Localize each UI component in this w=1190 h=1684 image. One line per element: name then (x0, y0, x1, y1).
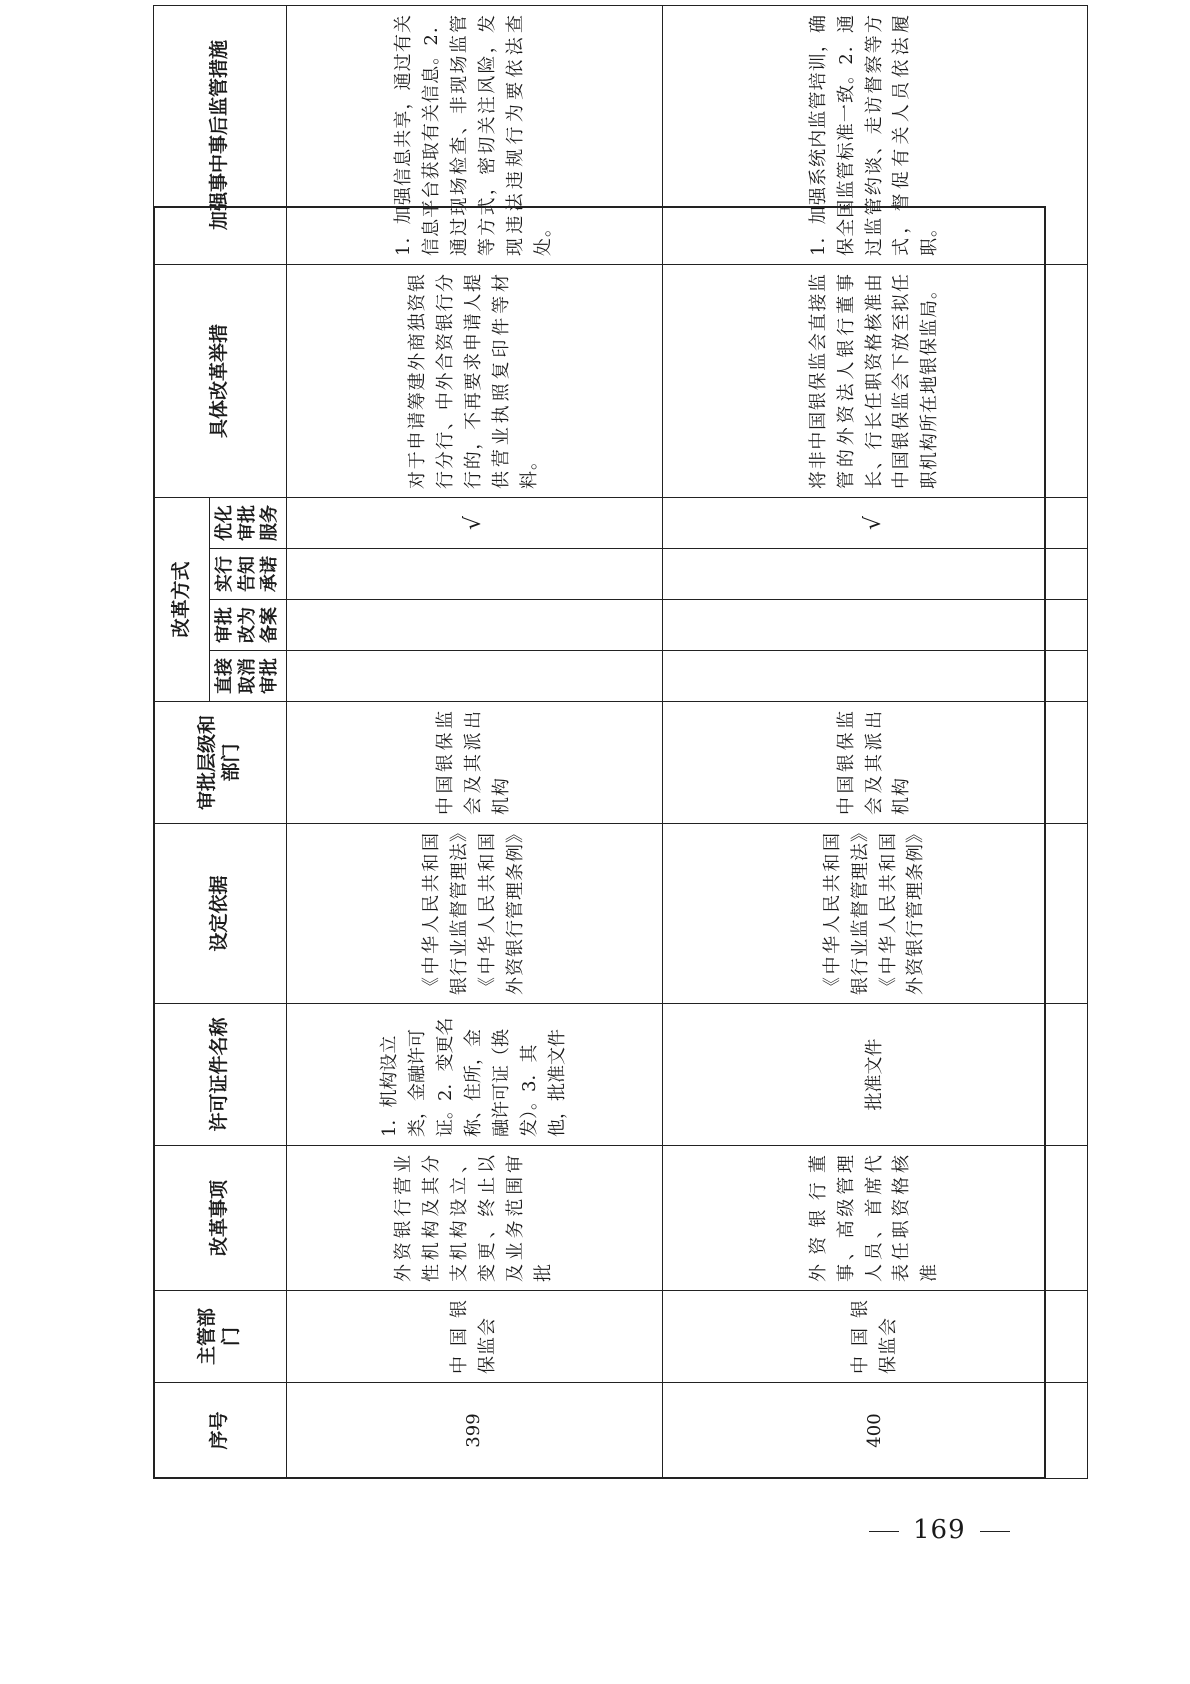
reform-table (153, 5, 1088, 1479)
header-license: 许可证件名称 (154, 1004, 287, 1146)
header-basis: 设定依据 (154, 824, 287, 1004)
rotated-table-container (153, 13, 1046, 1479)
cell-license: 1．机构设立类，金融许可证。2．变更名称、住所，金融许可证（换发）。3．其他，批准文件 (286, 1004, 662, 1146)
table-row (286, 5, 662, 1478)
cell-item: 外资银行营业性机构及其分支机构设立、变更、终止以及业务范围审批 (286, 1146, 662, 1291)
header-mode-cancel: 直接取消审批 (210, 651, 287, 702)
cell-mode-cancel (662, 651, 1087, 702)
cell-mode-filing (662, 600, 1087, 651)
cell-measures: 将非中国银保监会直接监管的外资法人银行董事长、行长任职资格核准由中国银保监会下放至拟任职机构所在地银保监局。 (662, 264, 1087, 497)
cell-mode-notify (662, 549, 1087, 600)
cell-dept: 中国银保监会 (286, 1291, 662, 1383)
header-mode-notify: 实行告知承诺 (210, 549, 287, 600)
cell-supervision: 1．加强系统内监管培训，确保全国监管标准一致。2．通过监管约谈、走访督察等方式，督促有关人员依法履职。 (662, 5, 1087, 264)
header-measures: 具体改革举措 (154, 264, 287, 497)
cell-mode-filing (286, 600, 662, 651)
header-dept: 主管部门 (154, 1291, 287, 1383)
cell-dept: 中国银保监会 (662, 1291, 1087, 1383)
header-mode-optimize: 优化审批服务 (210, 497, 287, 548)
header-mode-filing: 审批改为备案 (210, 600, 287, 651)
cell-mode-optimize-check: √ (662, 497, 1087, 548)
cell-mode-notify (286, 549, 662, 600)
cell-basis: 《中华人民共和国银行业监督管理法》《中华人民共和国外资银行管理条例》 (286, 824, 662, 1004)
cell-mode-optimize-check: √ (286, 497, 662, 548)
header-seq: 序号 (154, 1383, 287, 1479)
cell-supervision: 1．加强信息共享，通过有关信息平台获取有关信息。2．通过现场检查、非现场监管等方式，密切关注风险，发现违法违规行为要依法查处。 (286, 5, 662, 264)
footer-dash-left (869, 1531, 899, 1532)
cell-mode-cancel (286, 651, 662, 702)
table-row (662, 5, 1087, 1478)
cell-measures: 对于申请筹建外商独资银行分行、中外合资银行分行的，不再要求申请人提供营业执照复印件等材料。 (286, 264, 662, 497)
cell-seq: 399 (286, 1383, 662, 1479)
cell-item: 外资银行董事、高级管理人员、首席代表任职资格核准 (662, 1146, 1087, 1291)
cell-seq: 400 (662, 1383, 1087, 1479)
header-row-1 (154, 5, 210, 1478)
cell-license: 批准文件 (662, 1004, 1087, 1146)
cell-basis: 《中华人民共和国银行业监督管理法》《中华人民共和国外资银行管理条例》 (662, 824, 1087, 1004)
page-footer (855, 1515, 1024, 1545)
header-item: 改革事项 (154, 1146, 287, 1291)
page-number: 169 (913, 1515, 966, 1545)
header-supervision: 加强事中事后监管措施 (154, 5, 287, 264)
header-reform-mode: 改革方式 (154, 497, 210, 701)
footer-dash-right (980, 1531, 1010, 1532)
header-level: 审批层级和部门 (154, 702, 287, 824)
cell-level: 中国银保监会及其派出机构 (662, 702, 1087, 824)
table-viewport (153, 13, 1046, 1479)
cell-level: 中国银保监会及其派出机构 (286, 702, 662, 824)
